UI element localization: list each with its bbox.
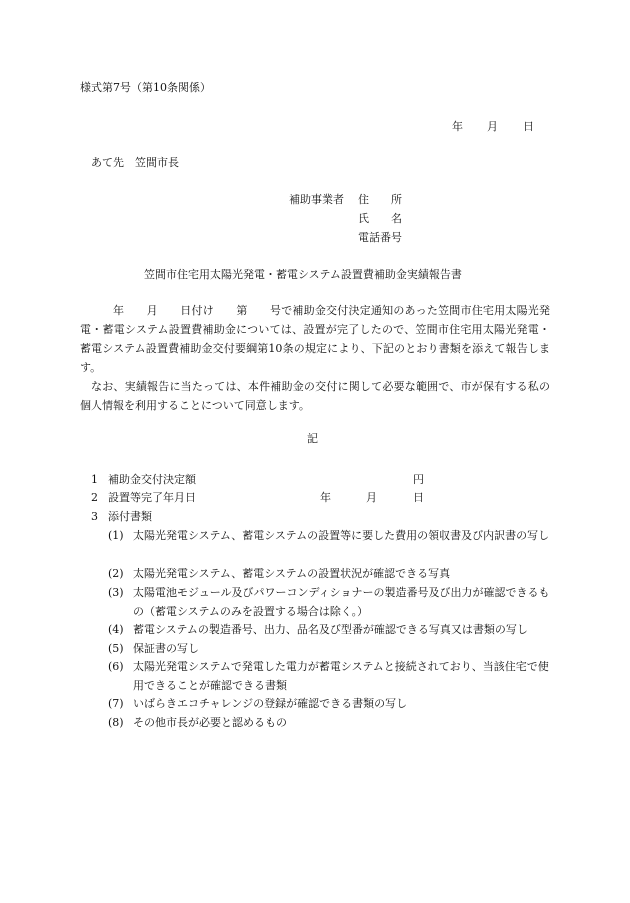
attachment-number: (2) <box>108 567 124 580</box>
attachment-item <box>108 657 554 695</box>
item-1-number: 1 <box>91 473 98 486</box>
attachment-number: (8) <box>108 716 124 729</box>
item-2-month-label: 月 <box>366 491 377 504</box>
attachment-number: (5) <box>108 642 124 655</box>
attachment-text: いばらきエコチャレンジの登録が確認できる書類の写し <box>133 697 408 710</box>
attachment-number: (6) <box>108 660 124 673</box>
attachment-text: 蓄電システムの製造番号、出力、品名及び型番が確認できる写真又は書類の写し <box>133 623 528 636</box>
attachment-item <box>108 694 554 713</box>
attachment-number: (1) <box>108 529 124 542</box>
attachment-item <box>108 583 554 621</box>
date-month-label: 月 <box>487 120 498 133</box>
document-title: 笠間市住宅用太陽光発電・蓄電システム設置費補助金実績報告書 <box>144 268 462 281</box>
body-paragraph-1: 年 月 日付け 第 号で補助金交付決定通知のあった笠間市住宅用太陽光発電・蓄電システム設置費補助金については、設置が完了したので、笠間市住宅用太陽光発電・蓄電システム設置費補助金交付要綱第10条の規定により、下記のとおり書類を添えて報告します。 <box>80 304 550 374</box>
item-1-unit: 円 <box>413 473 424 486</box>
body-paragraph-2: なお、実績報告に当たっては、本件補助金の交付に関して必要な範囲で、市が保有する私の個人情報を利用することについて同意します。 <box>80 380 550 412</box>
item-2-day-label: 日 <box>413 491 424 504</box>
item-2-number: 2 <box>91 491 98 504</box>
attachment-text: 太陽光発電システムで発電した電力が蓄電システムと接続されており、当該住宅で使用できることが確認できる書類 <box>133 660 549 692</box>
attachment-text: その他市長が必要と認めるもの <box>133 716 287 729</box>
item-2-label: 設置等完了年月日 <box>108 491 196 504</box>
attachment-text: 太陽電池モジュール及びパワーコンディショナーの製造番号及び出力が確認できるもの（蓄電システムのみを設置する場合は除く。） <box>133 586 550 618</box>
applicant-name-label: 氏 名 <box>358 212 402 225</box>
applicant-label: 補助事業者 <box>289 193 344 206</box>
attachment-text: 太陽光発電システム、蓄電システムの設置状況が確認できる写真 <box>133 567 451 580</box>
attachment-item <box>108 713 554 732</box>
attachment-number: (7) <box>108 697 124 710</box>
item-3-number: 3 <box>91 510 98 523</box>
applicant-phone-label: 電話番号 <box>358 231 402 244</box>
attachment-item <box>108 526 554 545</box>
item-1-label: 補助金交付決定額 <box>108 473 196 486</box>
attachment-item <box>108 564 554 583</box>
date-year-label: 年 <box>452 120 463 133</box>
attachment-text: 太陽光発電システム、蓄電システムの設置等に要した費用の領収書及び内訳書の写し <box>133 529 550 542</box>
report-body <box>80 301 550 415</box>
attachment-number: (4) <box>108 623 124 636</box>
date-day-label: 日 <box>523 120 534 133</box>
addressee: あて先 笠間市長 <box>91 156 179 169</box>
item-3-label: 添付書類 <box>108 510 152 523</box>
attachment-text: 保証書の写し <box>133 642 199 655</box>
ki-heading: 記 <box>307 432 318 445</box>
applicant-address-label: 住 所 <box>358 193 402 206</box>
item-2-year-label: 年 <box>320 491 331 504</box>
form-number: 様式第7号（第10条関係） <box>80 81 211 94</box>
attachment-item <box>108 620 554 639</box>
attachment-number: (3) <box>108 586 124 599</box>
attachment-item <box>108 639 554 658</box>
